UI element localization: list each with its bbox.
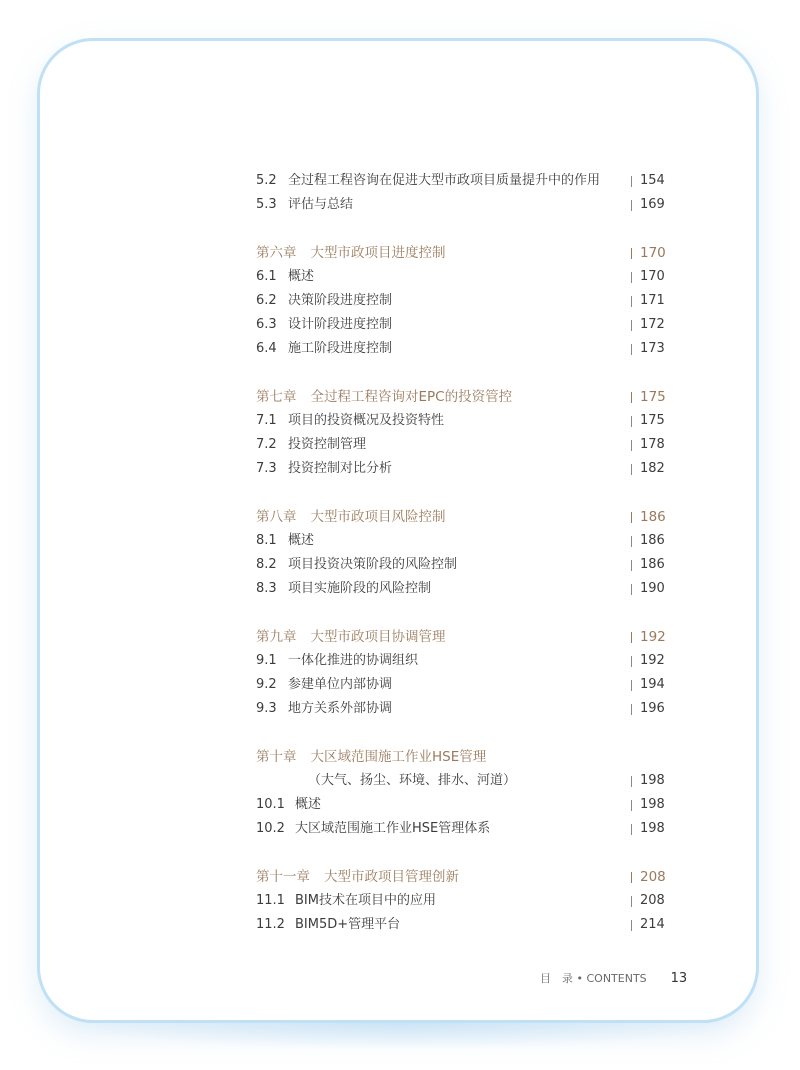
page-number <box>631 773 676 788</box>
toc-entry-row[interactable] <box>256 337 676 361</box>
page-number-text: 198 <box>640 773 665 788</box>
section-number: 11.2 <box>256 917 285 932</box>
toc-entry-row[interactable] <box>256 289 676 313</box>
page-number <box>631 677 676 692</box>
page-number-text: 154 <box>640 173 665 188</box>
toc-entry-row[interactable] <box>256 793 676 817</box>
chapter-title: 大型市政项目进度控制 <box>310 245 446 261</box>
toc-chapter-row[interactable] <box>256 385 676 409</box>
page-number-text: 190 <box>640 581 665 596</box>
chapter-gap <box>256 601 676 625</box>
page-number <box>631 293 676 308</box>
toc-entry-row[interactable] <box>256 529 676 553</box>
page-number-text: 178 <box>640 437 665 452</box>
toc-chapter-row[interactable] <box>256 505 676 529</box>
entry-title: 项目实施阶段的风险控制 <box>288 581 432 596</box>
section-number: 5.3 <box>256 197 277 212</box>
chapter-number: 第九章 <box>256 629 297 645</box>
page-number-text: 214 <box>640 917 665 932</box>
toc-chapter-row[interactable] <box>256 625 676 649</box>
page-number-text: 208 <box>640 869 666 885</box>
toc-entry-row[interactable] <box>256 553 676 577</box>
page-number <box>631 917 676 932</box>
page-number <box>631 797 676 812</box>
page-number <box>631 437 676 452</box>
toc-chapter-row[interactable] <box>256 745 676 769</box>
toc-entry-row[interactable] <box>256 697 676 721</box>
chapter-number: 第七章 <box>256 389 297 405</box>
section-number: 7.2 <box>256 437 277 452</box>
entry-title: 设计阶段进度控制 <box>288 317 393 332</box>
page-number-text: 182 <box>640 461 665 476</box>
toc-entry-row[interactable] <box>256 433 676 457</box>
page-number-text: 194 <box>640 677 665 692</box>
page-number <box>631 413 676 428</box>
page-number-text: 186 <box>640 509 666 525</box>
chapter-number: 第十章 <box>256 749 297 765</box>
section-number: 8.3 <box>256 581 277 596</box>
section-number: 10.2 <box>256 821 285 836</box>
entry-title: 投资控制对比分析 <box>288 461 393 476</box>
page-number <box>631 581 676 596</box>
page-number <box>631 389 676 405</box>
toc-entry-row[interactable] <box>256 673 676 697</box>
entry-title: BIM技术在项目中的应用 <box>295 893 436 908</box>
section-number: 6.4 <box>256 341 277 356</box>
page-number <box>631 869 676 885</box>
chapter-gap <box>256 841 676 865</box>
section-number: 7.1 <box>256 413 277 428</box>
section-number: 9.3 <box>256 701 277 716</box>
entry-title: 评估与总结 <box>288 197 354 212</box>
page-number-text: 192 <box>640 653 665 668</box>
page-number-text: 171 <box>640 293 665 308</box>
toc-entry-row[interactable] <box>256 457 676 481</box>
toc-chapter-row[interactable] <box>256 241 676 265</box>
entry-title: 投资控制管理 <box>288 437 367 452</box>
entry-title: 全过程工程咨询在促进大型市政项目质量提升中的作用 <box>288 173 601 188</box>
page-number <box>631 341 676 356</box>
page-number-text: 192 <box>640 629 666 645</box>
page-number <box>631 509 676 525</box>
page-number <box>631 629 676 645</box>
section-number: 7.3 <box>256 461 277 476</box>
toc-entry-row[interactable] <box>256 577 676 601</box>
section-number: 5.2 <box>256 173 277 188</box>
toc-entry-row[interactable] <box>256 913 676 937</box>
chapter-title: 大型市政项目风险控制 <box>310 509 446 525</box>
page-number-text: 198 <box>640 797 665 812</box>
footer-label: 目 录 • CONTENTS <box>540 972 647 985</box>
entry-title: 项目投资决策阶段的风险控制 <box>288 557 458 572</box>
section-number: 9.2 <box>256 677 277 692</box>
chapter-gap <box>256 217 676 241</box>
page-number <box>631 557 676 572</box>
entry-title: 概述 <box>288 269 315 284</box>
section-number: 10.1 <box>256 797 285 812</box>
entry-title: 大区域范围施工作业HSE管理体系 <box>295 821 491 836</box>
section-number: 11.1 <box>256 893 285 908</box>
section-number: 6.2 <box>256 293 277 308</box>
toc-chapter-row[interactable] <box>256 865 676 889</box>
page-number <box>631 893 676 908</box>
entry-title: 概述 <box>295 797 322 812</box>
chapter-title: 全过程工程咨询对EPC的投资管控 <box>310 389 513 405</box>
page-number <box>631 317 676 332</box>
chapter-number: 第六章 <box>256 245 297 261</box>
toc-entry-row[interactable] <box>256 193 676 217</box>
page-number <box>631 269 676 284</box>
page-number <box>631 821 676 836</box>
page-number-text: 186 <box>640 533 665 548</box>
page-number-text: 196 <box>640 701 665 716</box>
page-number-text: 175 <box>640 389 666 405</box>
page-number <box>631 197 676 212</box>
page-number <box>631 173 676 188</box>
toc-entry-row[interactable] <box>256 817 676 841</box>
page-number-text: 198 <box>640 821 665 836</box>
page-number <box>631 533 676 548</box>
chapter-number: 第十一章 <box>256 869 310 885</box>
section-number: 6.3 <box>256 317 277 332</box>
page-number-text: 170 <box>640 269 665 284</box>
chapter-number: 第八章 <box>256 509 297 525</box>
toc-entry-row[interactable] <box>256 169 676 193</box>
chapter-title: 大型市政项目协调管理 <box>310 629 446 645</box>
page-number-text: 208 <box>640 893 665 908</box>
entry-title: 项目的投资概况及投资特性 <box>288 413 445 428</box>
chapter-gap <box>256 721 676 745</box>
chapter-title: 大型市政项目管理创新 <box>324 869 459 885</box>
section-number: 8.2 <box>256 557 277 572</box>
page-footer <box>540 970 687 986</box>
entry-title: 地方关系外部协调 <box>288 701 393 716</box>
chapter-gap <box>256 481 676 505</box>
toc-entry-row[interactable] <box>256 265 676 289</box>
chapter-gap <box>256 361 676 385</box>
page-number-text: 175 <box>640 413 665 428</box>
entry-title: 决策阶段进度控制 <box>288 293 393 308</box>
page-number <box>631 245 676 261</box>
toc-entry-row[interactable] <box>256 889 676 913</box>
page-number-text: 172 <box>640 317 665 332</box>
page-number <box>631 461 676 476</box>
toc-entry-row[interactable] <box>256 649 676 673</box>
footer-page-number: 13 <box>670 971 688 986</box>
section-number: 9.1 <box>256 653 277 668</box>
toc-entry-row[interactable] <box>256 313 676 337</box>
section-number: 8.1 <box>256 533 277 548</box>
chapter-title: 大区域范围施工作业HSE管理 <box>310 749 487 765</box>
page-number <box>631 701 676 716</box>
entry-title: 参建单位内部协调 <box>288 677 393 692</box>
table-of-contents <box>256 169 676 937</box>
entry-title: 概述 <box>288 533 315 548</box>
page-number-text: 173 <box>640 341 665 356</box>
page-number-text: 170 <box>640 245 666 261</box>
entry-title: 一体化推进的协调组织 <box>288 653 419 668</box>
toc-entry-row[interactable] <box>256 769 676 793</box>
entry-title: （大气、扬尘、环境、排水、河道） <box>308 773 517 788</box>
page-number-text: 186 <box>640 557 665 572</box>
entry-title: 施工阶段进度控制 <box>288 341 393 356</box>
page-number-text: 169 <box>640 197 665 212</box>
entry-title: BIM5D+管理平台 <box>295 917 401 932</box>
section-number: 6.1 <box>256 269 277 284</box>
toc-entry-row[interactable] <box>256 409 676 433</box>
page-number <box>631 653 676 668</box>
